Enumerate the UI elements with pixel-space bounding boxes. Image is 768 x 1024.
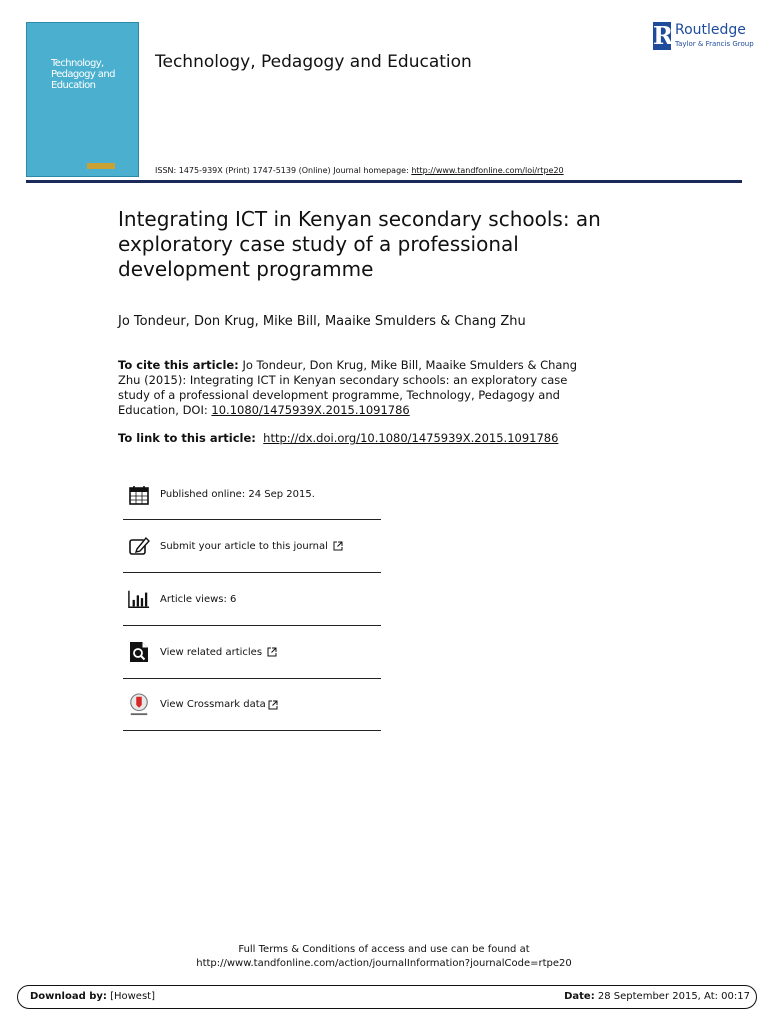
journal-homepage-link[interactable]: http://www.tandfonline.com/loi/rtpe20 — [411, 166, 564, 175]
search-document-icon — [128, 641, 150, 663]
external-link-icon — [267, 647, 277, 657]
header-divider — [26, 180, 742, 183]
related-text: View related articles — [160, 646, 263, 658]
published-online — [123, 470, 381, 519]
publisher-name: Routledge — [675, 22, 746, 38]
journal-title: Technology, Pedagogy and Education — [155, 52, 472, 72]
article-url-link[interactable]: http://dx.doi.org/10.1080/1475939X.2015.1091786 — [263, 431, 559, 445]
edit-icon — [128, 535, 150, 557]
journal-cover — [26, 22, 139, 177]
bar-chart-icon — [128, 588, 150, 610]
crossmark-link[interactable] — [123, 678, 381, 731]
download-value: [Howest] — [106, 991, 155, 1002]
cover-title: Technology, Pedagogy and Education — [51, 58, 115, 91]
views-text: Article views: 6 — [160, 593, 237, 605]
submit-text: Submit your article to this journal — [160, 540, 328, 552]
download-label: Download by: — [30, 991, 107, 1002]
external-link-icon — [333, 541, 343, 551]
article-authors: Jo Tondeur, Don Krug, Mike Bill, Maaike Smulders & Chang Zhu — [118, 314, 526, 329]
date-label: Date: — [564, 991, 595, 1002]
crossmark-icon — [128, 694, 150, 716]
issn-line — [155, 166, 564, 175]
submit-article-link[interactable] — [123, 519, 381, 572]
article-meta-list — [123, 470, 381, 731]
crossmark-text: View Crossmark data — [160, 699, 266, 710]
download-bar — [17, 985, 757, 1009]
citation — [118, 358, 598, 418]
cover-badge — [87, 163, 115, 169]
issn-text: ISSN: 1475-939X (Print) 1747-5139 (Online) Journal homepage: — [155, 166, 412, 175]
download-by — [30, 991, 155, 1002]
link-label: To link to this article: — [118, 431, 256, 445]
terms-notice — [0, 943, 768, 971]
related-articles-link[interactable] — [123, 625, 381, 678]
publisher-sub: Taylor & Francis Group — [675, 40, 754, 48]
date-value: 28 September 2015, At: 00:17 — [594, 991, 750, 1002]
download-date — [564, 991, 750, 1002]
routledge-logo-icon: R — [653, 21, 673, 50]
article-title: Integrating ICT in Kenyan secondary schools: an exploratory case study of a professional development programme — [118, 207, 601, 281]
article-views — [123, 572, 381, 625]
cite-label: To cite this article: — [118, 358, 239, 372]
published-text: Published online: 24 Sep 2015. — [160, 489, 315, 500]
doi-link[interactable]: 10.1080/1475939X.2015.1091786 — [211, 403, 410, 417]
terms-line-1: Full Terms & Conditions of access and use can be found at — [238, 944, 530, 955]
external-link-icon — [268, 700, 278, 710]
calendar-icon — [128, 484, 150, 506]
article-link — [118, 431, 558, 445]
publisher-logo — [653, 22, 753, 52]
terms-line-2[interactable]: http://www.tandfonline.com/action/journalInformation?journalCode=rtpe20 — [196, 958, 572, 969]
cite-text: Jo Tondeur, Don Krug, Mike Bill, Maaike Smulders & Chang Zhu (2015): Integrating ICT in Kenyan secondary schools: an exploratory case study of a professional development programme, Technology, Pedagogy and Education, DOI: — [118, 358, 578, 417]
